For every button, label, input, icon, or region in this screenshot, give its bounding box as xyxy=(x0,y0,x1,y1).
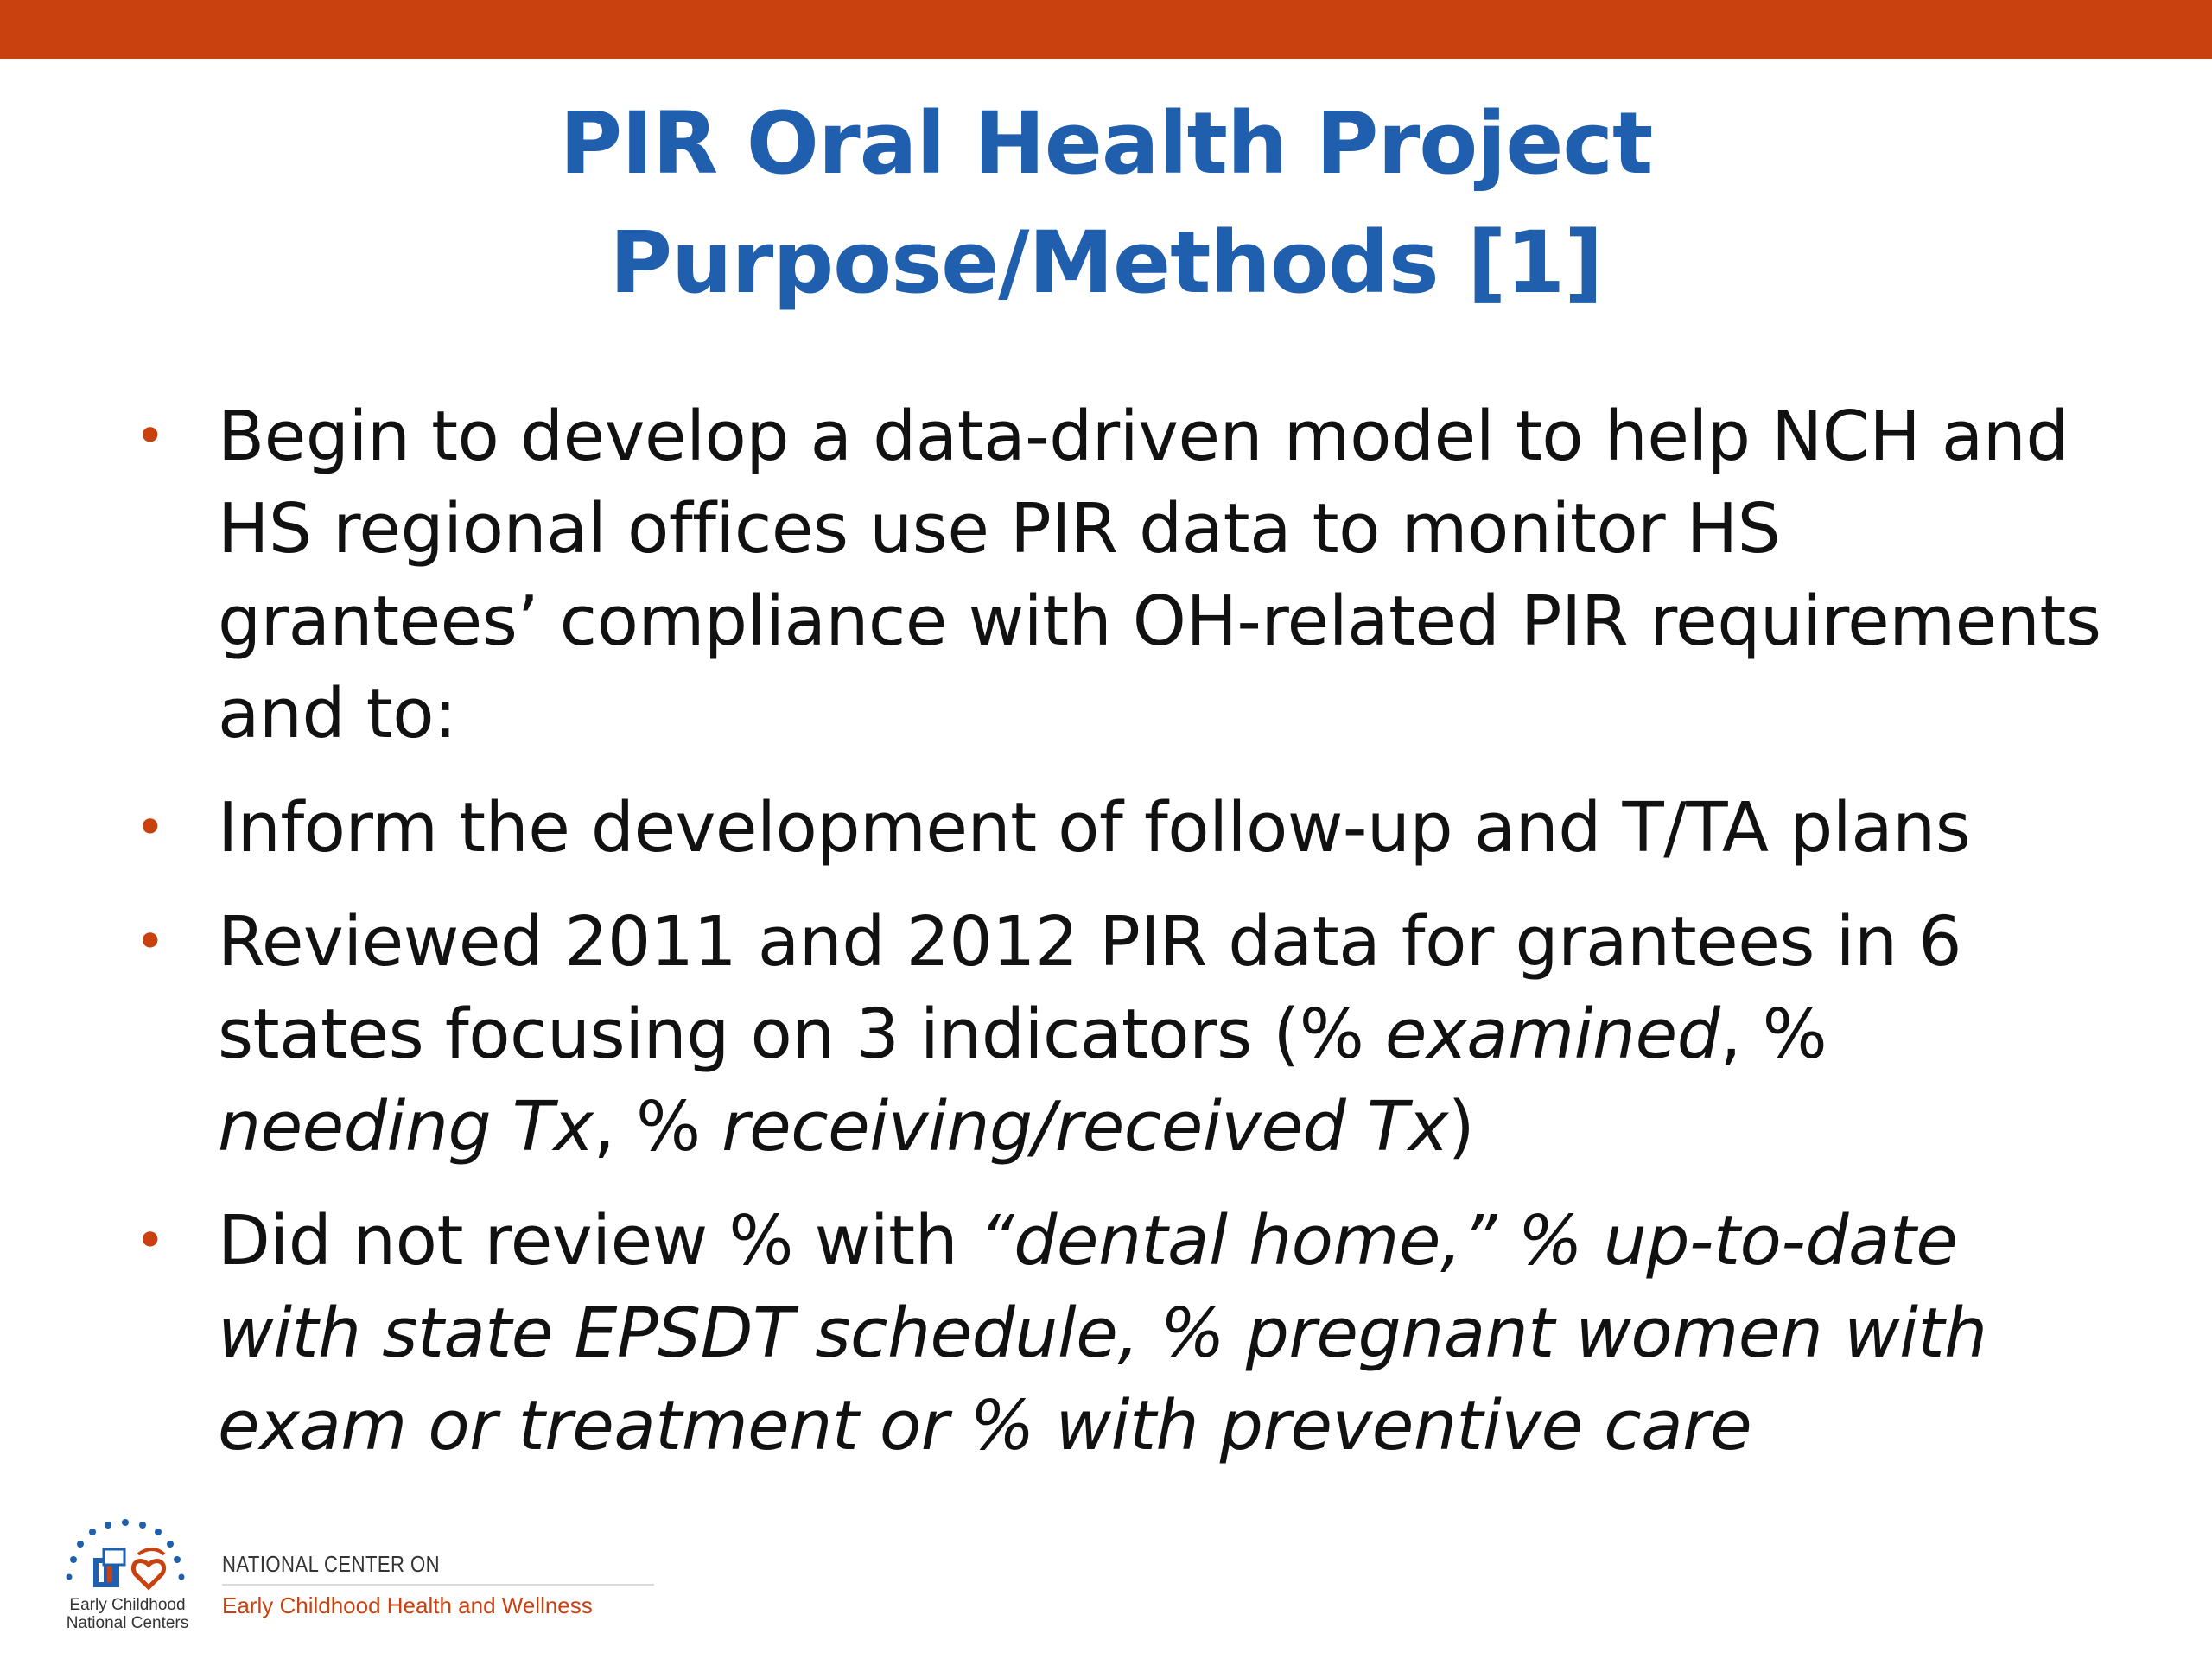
bullet-text: , % xyxy=(593,1087,722,1166)
top-accent-bar xyxy=(0,0,2212,59)
bullet-marker: • xyxy=(135,1211,165,1271)
bullet-list xyxy=(130,391,2117,1494)
brand-name-line-1: NATIONAL CENTER ON xyxy=(222,1551,441,1577)
logo-caption-line-2: National Centers xyxy=(66,1614,189,1632)
bullet-italic: receiving/received Tx xyxy=(721,1087,1448,1166)
bullet-marker: • xyxy=(135,798,165,858)
bullet-marker: • xyxy=(135,912,165,972)
bullet-item xyxy=(130,782,2117,874)
bullet-italic: “dental home,” % up-to-date with state EPSDT schedule, % pregnant women with exam or treatment or % with preventive care xyxy=(218,1201,1987,1465)
title-line-2: Purpose/Methods [1] xyxy=(609,213,1603,313)
bullet-text: Begin to develop a data-driven model to help NCH and HS regional offices use PIR data to monitor HS grantees’ compliance with OH-related PIR requirements and to: xyxy=(218,397,2101,753)
bullet-text: ) xyxy=(1447,1087,1475,1166)
bullet-text: Inform the development of follow-up and T/TA plans xyxy=(218,788,1971,868)
bullet-text: Reviewed 2011 and 2012 PIR data for grantees in 6 states focusing on 3 indicators (% xyxy=(218,902,1961,1074)
logo-caption-line-1: Early Childhood xyxy=(69,1596,186,1614)
bullet-marker: • xyxy=(135,406,165,467)
brand-divider xyxy=(222,1584,654,1586)
bullet-item xyxy=(130,896,2117,1173)
bullet-item xyxy=(130,1195,2117,1472)
bullet-italic: needing Tx xyxy=(218,1087,594,1166)
bullet-italic: examined xyxy=(1384,995,1720,1074)
slide-title xyxy=(0,85,2212,323)
bullet-item xyxy=(130,391,2117,760)
brand-name-line-2: Early Childhood Health and Wellness xyxy=(222,1592,593,1618)
title-line-1: PIR Oral Health Project xyxy=(559,94,1653,194)
bullet-text: , % xyxy=(1719,995,1827,1074)
footer-branding xyxy=(52,1508,657,1637)
bullet-text: Did not review % with xyxy=(218,1201,979,1281)
logo-caption xyxy=(52,1596,203,1632)
